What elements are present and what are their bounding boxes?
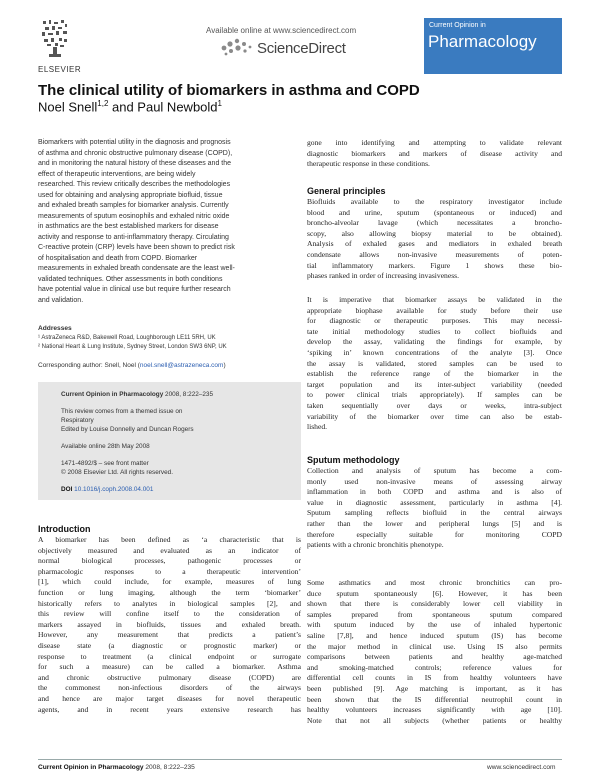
infobox-journal <box>61 391 213 398</box>
text-line: Note that not all subjects (whether patients or healthy <box>307 715 562 725</box>
right-col-opening-text <box>307 138 562 170</box>
text-line: tate initial methodology studies to collect biofluids and <box>307 326 562 336</box>
text-line: to power clinical trials appropriately). If samples can be <box>307 390 562 400</box>
text-line: appropriate biophase available for study before their use <box>307 305 562 315</box>
footer-issue: 2008, 8:222–235 <box>143 764 195 771</box>
correspondence-label: Corresponding author: Snell, Noel ( <box>38 362 140 369</box>
abstract-line: of asthma and chronic obstructive pulmonary disease (COPD), <box>38 149 233 157</box>
text-line: phases ranked in order of increasing invasiveness. <box>307 271 460 281</box>
elsevier-tree-logo <box>40 18 70 58</box>
infobox-issn: 1471-4892/$ – see front matter <box>61 460 149 467</box>
text-line: the major method in clinical use. Using IS also permits <box>307 641 562 651</box>
general-principles-heading: General principles <box>307 186 386 196</box>
introduction-heading: Introduction <box>38 524 91 534</box>
address-line: ² National Heart & Lung Institute, Sydney Street, London SW3 6NP, UK <box>38 343 227 350</box>
infobox-theme-name: Respiratory <box>61 417 94 424</box>
text-line: shown that there is considerably lower cell viability in <box>307 599 562 609</box>
text-line: variability of the biomarker over time can also be estab- <box>307 411 562 421</box>
text-line: saline [7,8], and hence induced sputum (IS) has become <box>307 630 562 640</box>
text-line: condensate allows non-invasive measurements of poten- <box>307 249 562 259</box>
available-online-note: Available online at www.sciencedirect.com <box>206 26 357 35</box>
abstract-line: used for obtaining and analysing appropriate biofluid, tissue <box>38 191 223 199</box>
abstract-line: of hospitalisation and death from COPD. Biomarker <box>38 254 198 262</box>
infobox-doi <box>61 486 153 493</box>
correspondence-close: ) <box>223 362 226 369</box>
text-line: broncho-alveolar lavage (which necessitates a broncho- <box>307 218 562 228</box>
footer-journal: Current Opinion in Pharmacology <box>38 764 144 771</box>
article-title: The clinical utility of biomarkers in asthma and COPD <box>38 82 420 99</box>
text-line: taken sequentially over days or weeks, intra-subject <box>307 400 562 410</box>
text-line: been shown that the IS differential neutrophil count in <box>307 694 562 704</box>
text-line: scopy, also allowing biopsy material to be obtained). <box>307 228 562 238</box>
text-line: the assay is validated, stored samples can be used to <box>307 358 562 368</box>
introduction-line: this review will confine itself to the consideration of <box>38 609 301 619</box>
text-line: value in diagnostic assessment, particularly in asthma [4]. <box>307 497 562 507</box>
abstract-line: Biomarkers with potential utility in the diagnosis and prognosis <box>38 139 231 146</box>
introduction-line: for such a measure) can be called a biomarker. Asthma <box>38 662 301 672</box>
doi-link[interactable]: 10.1016/j.coph.2008.04.001 <box>74 486 154 493</box>
abstract-line: and in monitoring the natural history of these diseases and the <box>38 160 232 167</box>
sciencedirect-dots-logo <box>218 36 254 58</box>
abstract-line: and validation. <box>38 296 84 304</box>
text-line: Sputum sampling reflects biofluid in the central airways <box>307 508 562 518</box>
text-line: duce sputum spontaneously [6]. However, it has been <box>307 588 562 598</box>
correspondence <box>38 362 226 369</box>
introduction-line: normal biological processes, pathogenic processes or <box>38 556 301 566</box>
sciencedirect-wordmark: ScienceDirect <box>257 40 346 57</box>
footer-website[interactable]: www.sciencedirect.com <box>487 764 556 771</box>
abstract-line: activity and response to anti-inflammatory therapy. Circulating <box>38 233 229 241</box>
text-line: target population and its inter-subject variability (needed <box>307 379 562 389</box>
introduction-line: the commonest non-infectious disorders of the airways <box>38 683 301 693</box>
article-info-box <box>38 382 301 500</box>
infobox-theme: This review comes from a themed issue on <box>61 408 183 415</box>
abstract-line: in asthmatics are the best established markers for disease <box>38 223 219 230</box>
author-2: and Paul Newbold <box>108 99 218 115</box>
abstract-line: and exhaled breath samples for biomarker analysis. Currently <box>38 202 229 209</box>
abstract-line: C-reactive protein (CRP) levels have been shown to predict risk <box>38 244 235 251</box>
asthmatics-paragraph <box>307 578 562 726</box>
infobox-copyright: © 2008 Elsevier Ltd. All rights reserved. <box>61 469 173 476</box>
introduction-line: objectively measured and evaluated as an indicator of <box>38 545 301 555</box>
text-line: therefore especially suitable for monitoring COPD <box>307 529 562 539</box>
introduction-line: historically refers to analytes in biological samples [2], and <box>38 598 301 608</box>
abstract-line: measurements in exhaled breath condensate are the least well- <box>38 265 235 272</box>
introduction-line: response to treatment (a clinical endpoint or surrogate <box>38 651 301 661</box>
correspondence-email[interactable]: noel.snell@astrazeneca.com <box>139 362 224 369</box>
text-line: ‘spiking in’ known concentrations of the analyte [3]. Once <box>307 347 562 357</box>
footer-citation <box>38 764 195 771</box>
text-line: samples prepared from spontaneous sputum compared <box>307 609 562 619</box>
introduction-line: markers assayed in biofluids, tissues and exhaled breath. <box>38 619 301 629</box>
text-line: therapeutic response in these conditions. <box>307 159 430 169</box>
abstract-line: effect of therapeutic interventions, are being widely <box>38 170 196 178</box>
addresses <box>38 334 227 351</box>
doi-label: DOI <box>61 486 73 493</box>
text-line: differential cell counts in IS from healthy volunteers have <box>307 673 562 683</box>
text-line: monly used non-invasive means of assessing airway <box>307 476 562 486</box>
introduction-line: and chronic obstructive pulmonary disease (COPD) are <box>38 672 301 682</box>
text-line: establish the reference range of the biomarker in the <box>307 369 562 379</box>
footer-rule <box>38 759 562 760</box>
text-line: inflammation in both COPD and asthma and is also of <box>307 487 562 497</box>
text-line: diagnostic biomarkers and markers of disease activity and <box>307 148 562 158</box>
abstract-line: researched. This review critically describes the methodologies <box>38 181 231 188</box>
text-line: and smoking-matched controls; reference values for <box>307 662 562 672</box>
text-line: Collection and analysis of sputum has become a com- <box>307 466 562 475</box>
address-line: ¹ AstraZeneca R&D, Bakewell Road, Loughborough LE11 5RH, UK <box>38 335 216 341</box>
abstract-line: measurements of sputum eosinophils and exhaled nitric oxide <box>38 212 230 220</box>
journal-banner-title: Pharmacology <box>428 32 537 51</box>
introduction-line: However, any measurement that predicts a patient’s <box>38 630 301 640</box>
abstract-line: have potential value in clinical use but require further research <box>38 286 231 293</box>
text-line: Biofluids available to the respiratory investigator include <box>307 197 562 206</box>
infobox-journal-title: Current Opinion in Pharmacology <box>61 391 164 398</box>
text-line: Some asthmatics and most chronic bronchitics can pro- <box>307 578 562 587</box>
journal-banner <box>424 18 562 74</box>
author-1-affiliation: 1,2 <box>97 99 109 108</box>
text-line: Analysis of exhaled gases and mediators in exhaled breath <box>307 239 562 249</box>
introduction-line: agents, and in recent years extensive research has <box>38 704 301 714</box>
introduction-text <box>38 535 301 715</box>
publisher-name: ELSEVIER <box>38 65 82 74</box>
text-line: lished. <box>307 422 328 432</box>
introduction-line: and hence are major target diseases for novel therapeutic <box>38 693 301 703</box>
author-1: Noel Snell <box>38 99 98 115</box>
infobox-editors: Edited by Louise Donnelly and Duncan Rogers <box>61 426 194 433</box>
text-line: healthy volunteers increases significantly with age [10]. <box>307 705 562 715</box>
author-2-affiliation: 1 <box>217 99 222 108</box>
journal-banner-top: Current Opinion in <box>429 22 486 29</box>
sputum-methodology-text <box>307 466 562 551</box>
text-line: rather than the lower and peripheral lungs [5] and is <box>307 518 562 528</box>
article-authors <box>38 99 222 114</box>
introduction-line: [1], which could include, for example, measures of lung <box>38 577 301 587</box>
abstract-line: validated techniques. Other assessments in both conditions <box>38 275 223 283</box>
addresses-heading: Addresses <box>38 325 72 332</box>
validation-paragraph <box>307 295 562 433</box>
abstract <box>38 138 300 306</box>
text-line: tial inflammatory markers. Figure 1 shows these bio- <box>307 260 562 270</box>
text-line: for diagnostic or therapeutic purposes. This may necessi- <box>307 316 562 326</box>
text-line: comparisons between patients and healthy age-matched <box>307 652 562 662</box>
general-principles-text <box>307 197 562 282</box>
text-line: It is imperative that biomarker assays be validated in the <box>307 295 562 304</box>
infobox-available: Available online 28th May 2008 <box>61 443 150 450</box>
introduction-line: disease state (a diagnostic or prognostic marker) or <box>38 640 301 650</box>
text-line: with sputum induced by the use of inhaled hypertonic <box>307 620 562 630</box>
text-line: blood and urine, sputum (spontaneous or induced) and <box>307 207 562 217</box>
sputum-methodology-heading: Sputum methodology <box>307 455 400 465</box>
infobox-journal-issue: 2008, 8:222–235 <box>163 391 214 398</box>
text-line: been published [9]. Age matching is important, as it has <box>307 683 562 693</box>
text-line: patients with a chronic bronchitis phenotype. <box>307 540 444 550</box>
introduction-line: pharmacologic responses to a therapeutic intervention’ <box>38 566 301 576</box>
text-line: develop the assay, validating the findings for example, by <box>307 337 562 347</box>
text-line: gone into identifying and attempting to validate relevant <box>307 138 562 147</box>
introduction-line: function or lung imaging, although the term ‘biomarker’ <box>38 587 301 597</box>
introduction-line: A biomarker has been defined as ‘a characteristic that is <box>38 535 301 544</box>
